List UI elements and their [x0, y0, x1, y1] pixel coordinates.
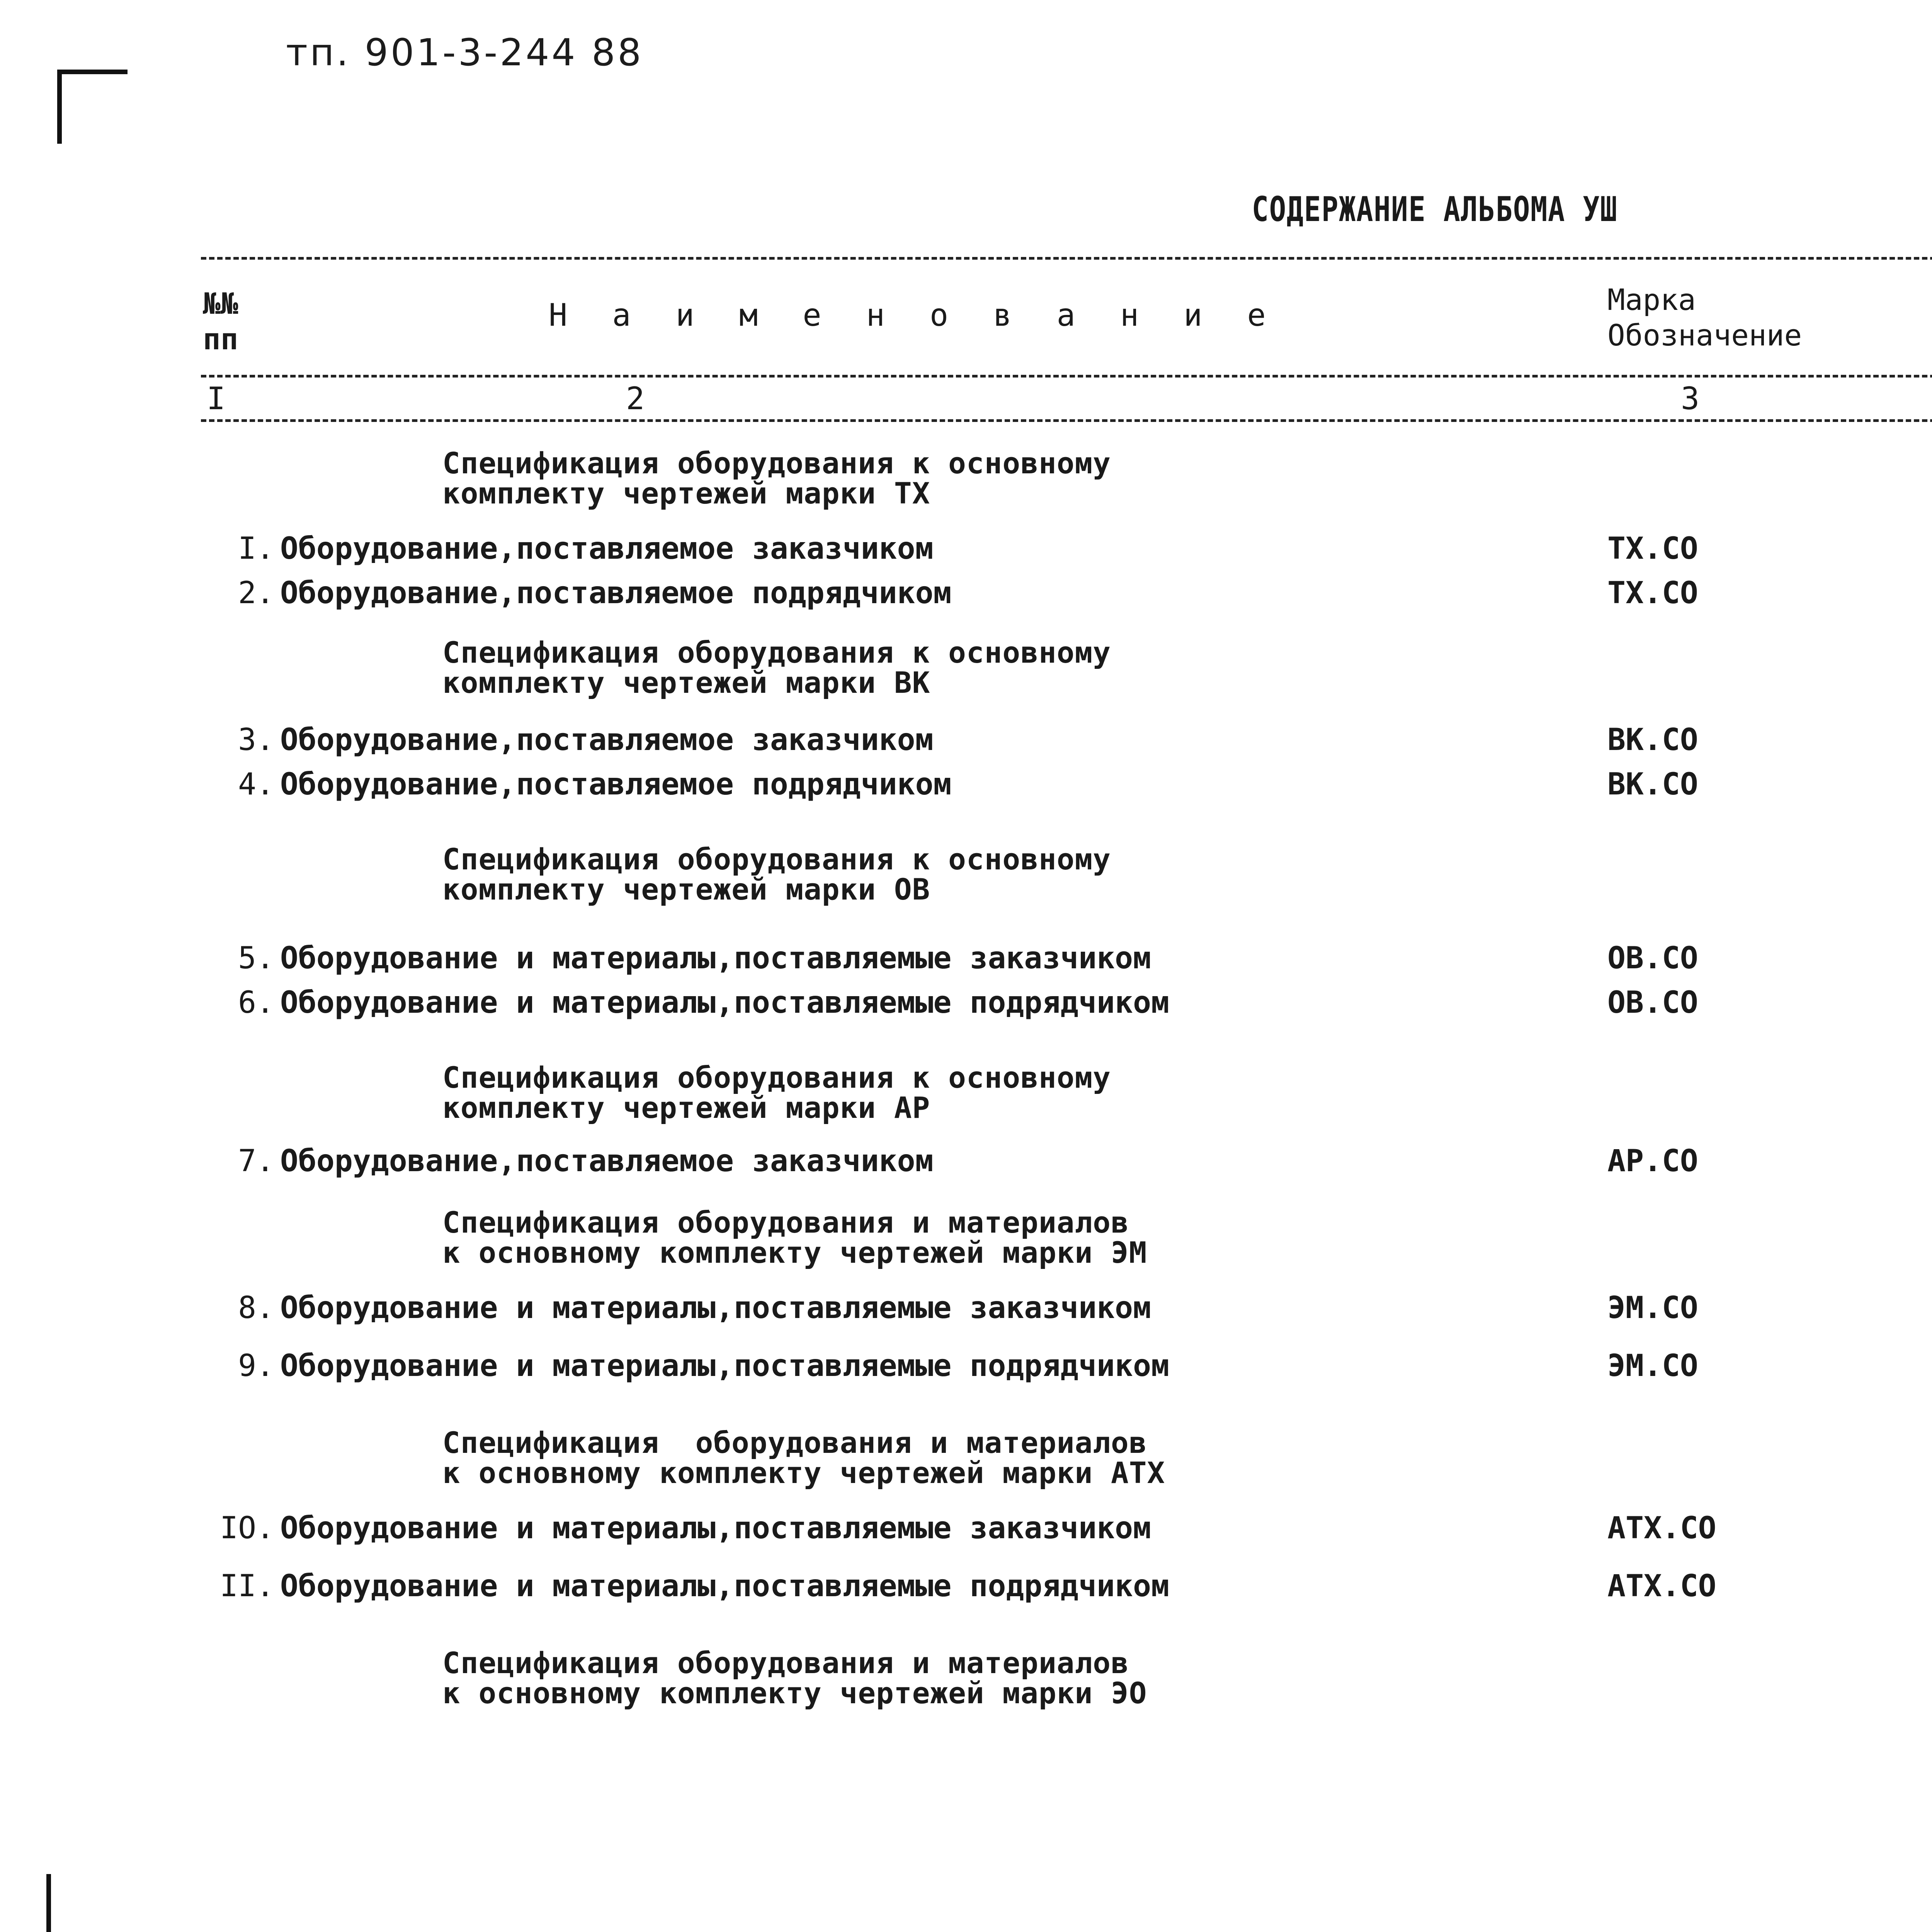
frame-corner-bottom-left [46, 1874, 128, 1932]
row-mark: ВК.СО [1607, 723, 1698, 757]
row-number: 6. [238, 985, 274, 1020]
row-mark: АТХ.СО [1607, 1511, 1716, 1546]
section-heading [442, 1205, 1147, 1270]
section-heading-line: Спецификация оборудования к основному [442, 635, 1111, 670]
section-heading-line: Спецификация оборудования и материалов [442, 1205, 1129, 1240]
row-name: Оборудование и материалы,поставляемые заказчиком [280, 1291, 1151, 1325]
section-heading-line: Спецификация оборудования и материалов [442, 1646, 1129, 1680]
table-row [0, 1569, 1932, 1607]
table-row [0, 985, 1932, 1024]
table-row [0, 1291, 1932, 1329]
row-number: 5. [238, 941, 274, 976]
table-row [0, 1511, 1932, 1549]
column-number-1: I [207, 381, 226, 417]
section-heading-line: к основному комплекту чертежей марки ЭО [442, 1676, 1147, 1710]
header-bottom-rule [201, 375, 1932, 378]
row-name: Оборудование и материалы,поставляемые подрядчиком [280, 985, 1170, 1020]
section-heading [442, 1060, 1111, 1125]
table-row [0, 531, 1932, 570]
table-top-rule [201, 257, 1932, 260]
section-heading [442, 1648, 1147, 1708]
row-name: Оборудование,поставляемое заказчиком [280, 723, 934, 757]
row-name: Оборудование,поставляемое заказчиком [280, 1144, 934, 1179]
column-number-3: 3 [1681, 381, 1700, 417]
row-mark: АТХ.СО [1607, 1569, 1716, 1604]
row-name: Оборудование,поставляемое подрядчиком [280, 576, 952, 611]
row-number: 4. [238, 767, 274, 802]
section-heading-line: Спецификация оборудования и материалов [442, 1425, 1147, 1460]
table-row [0, 576, 1932, 614]
section-heading [442, 1425, 1165, 1490]
table-row [0, 767, 1932, 806]
column-header-name: Н а и м е н о в а н и е [549, 297, 1279, 333]
section-heading-line: к основному комплекту чертежей марки АТХ [442, 1456, 1165, 1490]
row-number: 7. [238, 1144, 274, 1179]
row-mark: ЭМ.СО [1607, 1349, 1698, 1383]
row-number: II. [220, 1569, 274, 1604]
row-number: 9. [238, 1349, 274, 1383]
row-number: 2. [238, 576, 274, 611]
table-row [0, 1144, 1932, 1182]
row-name: Оборудование и материалы,поставляемые заказчиком [280, 941, 1151, 976]
section-heading [442, 448, 1111, 509]
row-name: Оборудование и материалы,поставляемые подрядчиком [280, 1349, 1170, 1383]
section-heading-line: комплекту чертежей марки ВК [442, 665, 930, 700]
page-title: СОДЕРЖАНИЕ АЛЬБОМА УШ [1252, 189, 1618, 229]
column-number-2: 2 [626, 381, 645, 417]
column-header-number-text: №№ пп [203, 286, 238, 356]
row-name: Оборудование и материалы,поставляемые подрядчиком [280, 1569, 1170, 1604]
section-heading-line: комплекту чертежей марки АР [442, 1090, 930, 1125]
section-heading-line: к основному комплекту чертежей марки ЭМ [442, 1235, 1147, 1270]
row-mark: ТХ.СО [1607, 531, 1698, 566]
section-heading-line: Спецификация оборудования к основному [442, 842, 1111, 876]
section-heading [442, 635, 1111, 700]
table-row [0, 723, 1932, 761]
row-mark: ТХ.СО [1607, 576, 1698, 611]
table-row [0, 1349, 1932, 1387]
column-header-mark [1607, 282, 1802, 353]
frame-corner-top-left [57, 70, 128, 144]
column-header-mark-text: Марка Обозначение [1607, 282, 1802, 352]
row-number: IO. [220, 1511, 274, 1546]
document-code: тп. 901-3-244 88 [286, 31, 644, 74]
row-name: Оборудование,поставляемое подрядчиком [280, 767, 952, 802]
section-heading-line: комплекту чертежей марки ТХ [442, 476, 930, 510]
row-number: I. [238, 531, 274, 566]
column-header-number [203, 286, 238, 357]
row-number: 8. [238, 1291, 274, 1325]
row-name: Оборудование,поставляемое заказчиком [280, 531, 934, 566]
row-mark: АР.СО [1607, 1144, 1698, 1179]
row-mark: ОВ.СО [1607, 985, 1698, 1020]
row-number: 3. [238, 723, 274, 757]
section-heading-line: Спецификация оборудования к основному [442, 1060, 1111, 1095]
row-mark: ВК.СО [1607, 767, 1698, 802]
section-heading [442, 844, 1111, 905]
table-row [0, 941, 1932, 980]
section-heading-line: Спецификация оборудования к основному [442, 446, 1111, 480]
row-mark: ОВ.СО [1607, 941, 1698, 976]
column-numbers-rule [201, 419, 1932, 422]
row-name: Оборудование и материалы,поставляемые заказчиком [280, 1511, 1151, 1546]
section-heading-line: комплекту чертежей марки ОВ [442, 872, 930, 906]
row-mark: ЭМ.СО [1607, 1291, 1698, 1325]
